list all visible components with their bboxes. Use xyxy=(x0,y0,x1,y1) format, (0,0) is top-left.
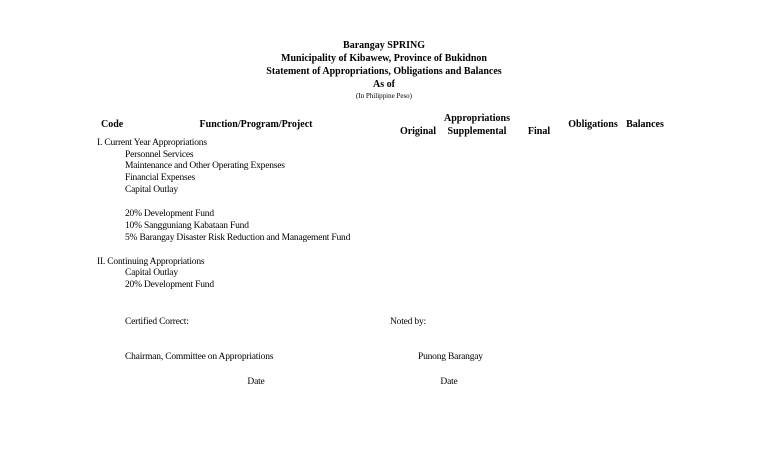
section-current-year-title: I. Current Year Appropriations xyxy=(97,138,207,148)
section-continuing-title: II. Continuing Appropriations xyxy=(97,257,205,267)
list-item: Maintenance and Other Operating Expenses xyxy=(125,161,285,171)
chairman-signatory: Chairman, Committee on Appropriations xyxy=(125,352,274,362)
date-right-label: Date xyxy=(440,377,458,387)
col-supplemental: Supplemental xyxy=(447,126,507,137)
date-left-label: Date xyxy=(247,377,265,387)
barangay-name: Barangay SPRING xyxy=(343,40,425,51)
list-item: Personnel Services xyxy=(125,150,194,160)
as-of-line: As of xyxy=(373,79,395,90)
currency-note: (In Philippine Peso) xyxy=(356,92,412,100)
col-function: Function/Program/Project xyxy=(199,119,313,130)
certified-correct-label: Certified Correct: xyxy=(125,317,189,327)
col-original: Original xyxy=(399,126,437,137)
municipality-line: Municipality of Kibawew, Province of Bukidnon xyxy=(281,53,487,64)
list-item: 5% Barangay Disaster Risk Reduction and Management Fund xyxy=(125,233,351,243)
list-item: Capital Outlay xyxy=(125,185,178,195)
list-item: 20% Development Fund xyxy=(125,280,214,290)
noted-by-label: Noted by: xyxy=(390,317,426,327)
list-item: Financial Expenses xyxy=(125,173,196,183)
punong-barangay-signatory: Punong Barangay xyxy=(418,352,483,362)
list-item: 20% Development Fund xyxy=(125,209,214,219)
col-code: Code xyxy=(101,119,124,130)
col-appropriations: Appropriations xyxy=(444,113,510,124)
col-obligations: Obligations xyxy=(568,119,618,130)
list-item: 10% Sangguniang Kabataan Fund xyxy=(125,221,249,231)
statement-title: Statement of Appropriations, Obligations and Balances xyxy=(266,66,502,77)
col-balances: Balances xyxy=(626,119,664,130)
list-item: Capital Outlay xyxy=(125,268,178,278)
col-final: Final xyxy=(527,126,551,137)
